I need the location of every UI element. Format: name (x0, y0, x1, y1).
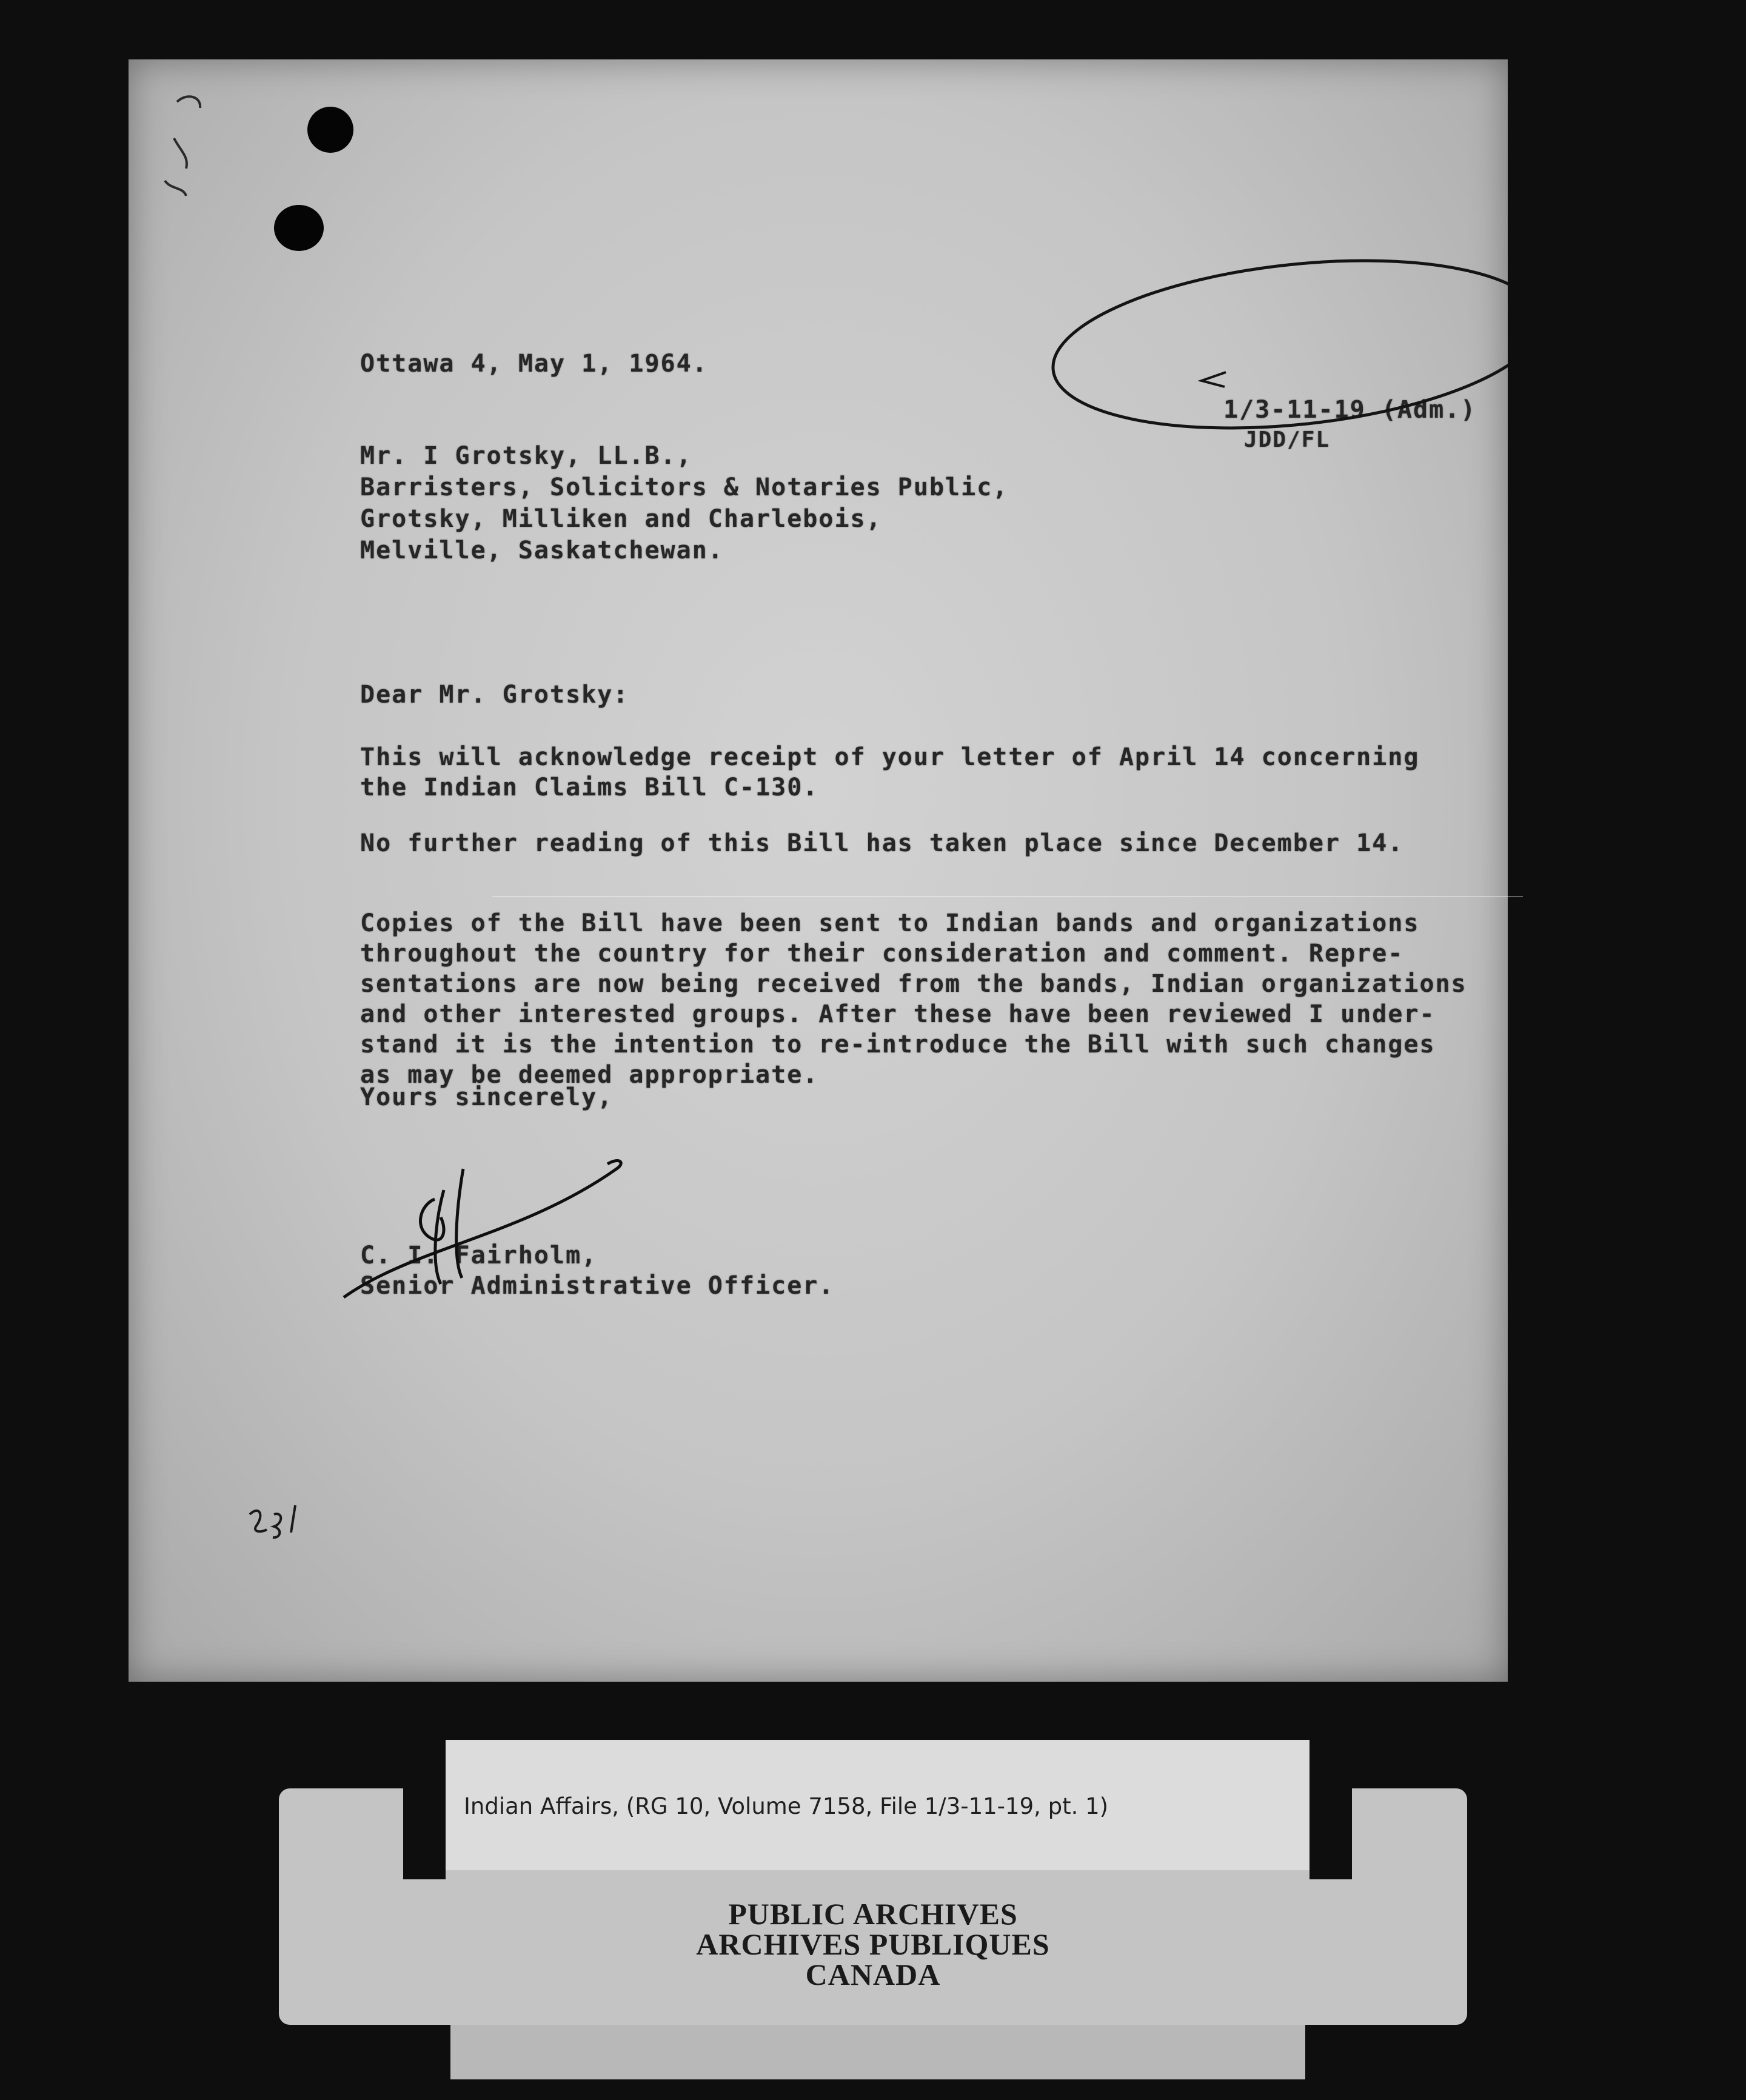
dateline: Ottawa 4, May 1, 1964. (360, 350, 708, 378)
body-line: stand it is the intention to re-introduce the Bill with such changes (360, 1031, 1436, 1058)
complimentary-close: Yours sincerely, (360, 1083, 614, 1111)
typist-initials: JDD/FL (1244, 427, 1331, 452)
citation-card (446, 1740, 1310, 1870)
body-line: Copies of the Bill have been sent to Indian bands and organizations (360, 909, 1420, 937)
address-line: Barristers, Solicitors & Notaries Public, (360, 473, 1009, 501)
signatory-title: Senior Administrative Officer. (360, 1272, 835, 1300)
stamp-notch-left (403, 1788, 446, 1879)
signature-mark (344, 1161, 621, 1297)
salutation: Dear Mr. Grotsky: (360, 681, 629, 709)
signatory-name: C. I. Fairholm, (360, 1242, 598, 1269)
stamp-line-1: PUBLIC ARCHIVES (728, 1897, 1018, 1931)
corner-scribble (165, 96, 200, 196)
margin-note-mark (250, 1505, 295, 1537)
letter-page (129, 59, 1508, 1682)
body-line: and other interested groups. After these have been reviewed I under- (360, 1000, 1436, 1028)
file-ref-circle-mark (1045, 239, 1508, 449)
stamp-line-3: CANADA (805, 1958, 941, 1991)
body-line: This will acknowledge receipt of your letter of April 14 concerning (360, 743, 1420, 771)
body-line: No further reading of this Bill has taken place since December 14. (360, 829, 1404, 857)
file-reference: 1/3-11-19 (Adm.) (1223, 396, 1477, 424)
body-line: sentations are now being received from the bands, Indian organizations (360, 970, 1467, 998)
address-line: Grotsky, Milliken and Charlebois, (360, 505, 882, 533)
archive-label-area (279, 1740, 1467, 2085)
stamp-bottom-strip (450, 2025, 1305, 2079)
address-line: Melville, Saskatchewan. (360, 537, 724, 564)
archive-citation: Indian Affairs, (RG 10, Volume 7158, File 1/3-11-19, pt. 1) (464, 1793, 1109, 1819)
stamp-notch-right (1310, 1788, 1352, 1879)
ref-circle-tick (1202, 372, 1226, 387)
stamp-line-2: ARCHIVES PUBLIQUES (696, 1927, 1050, 1961)
body-line: the Indian Claims Bill C-130. (360, 774, 819, 801)
address-line: Mr. I Grotsky, LL.B., (360, 442, 692, 470)
body-line: throughout the country for their consideration and comment. Repre- (360, 940, 1404, 968)
body-line: as may be deemed appropriate. (360, 1061, 819, 1089)
handwriting-overlay (129, 59, 1508, 1682)
